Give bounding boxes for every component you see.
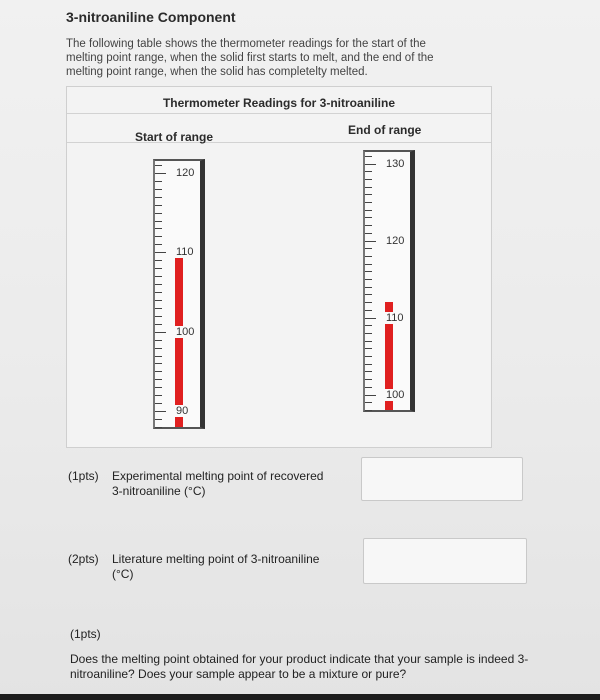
question-text: Experimental melting point of recovered xyxy=(112,469,324,483)
thermometer-tick xyxy=(155,340,162,341)
question-points: (2pts) xyxy=(68,552,99,566)
question-text-line2: 3-nitroaniline (°C) xyxy=(112,484,206,498)
thermometer-tick xyxy=(365,294,372,295)
thermometer-tick xyxy=(365,187,372,188)
thermometer-tick xyxy=(155,165,162,166)
thermometer-tick xyxy=(365,194,372,195)
start-of-range-header: Start of range xyxy=(135,130,214,144)
question-points: (1pts) xyxy=(70,627,101,641)
thermometer-tick xyxy=(365,364,372,365)
question-text-line2: (°C) xyxy=(112,567,134,581)
thermometer-tick xyxy=(155,427,162,428)
thermometer-tick xyxy=(155,268,162,269)
thermometer-tick xyxy=(365,164,376,165)
thermometer-tick xyxy=(365,179,372,180)
thermometer-tick xyxy=(155,332,166,333)
intro-text: The following table shows the thermometer readings for the start of the melting point range, when the solid first starts to melt, and the end of the melting point range, when the solid has completelty melted. xyxy=(66,38,434,78)
thermometer-tick xyxy=(365,371,372,372)
thermometer-label: 110 xyxy=(176,246,194,259)
thermometer-tick xyxy=(155,236,162,237)
literature-mp-input[interactable] xyxy=(363,538,527,584)
end-thermometer xyxy=(363,150,415,412)
thermometer-tick xyxy=(155,228,162,229)
thermometer-label: 130 xyxy=(386,157,405,170)
start-thermometer xyxy=(153,159,205,429)
thermometer-tick xyxy=(155,356,162,357)
thermometer-tick xyxy=(155,276,162,277)
thermometer-tick xyxy=(155,205,162,206)
thermometer-tick xyxy=(155,419,162,420)
thermometer-tick xyxy=(155,213,162,214)
thermometer-tick xyxy=(155,181,162,182)
thermometer-tick xyxy=(365,310,372,311)
thermometer-tick xyxy=(155,300,162,301)
thermometer-tick xyxy=(155,371,162,372)
question-literature-mp xyxy=(68,552,319,582)
thermometer-ticks xyxy=(155,161,165,427)
thermometer-tick xyxy=(365,333,372,334)
thermometer-tick xyxy=(155,292,162,293)
thermometer-tick xyxy=(365,279,372,280)
thermometer-tick xyxy=(365,402,372,403)
thermometer-tick xyxy=(155,348,162,349)
thermometer-tick xyxy=(155,244,162,245)
thermometer-tick xyxy=(155,252,166,253)
thermometer-tick xyxy=(365,395,376,396)
thermometer-tick xyxy=(365,241,376,242)
question-points: (1pts) xyxy=(68,469,99,483)
thermometer-tick xyxy=(365,156,372,157)
thermometer-tick xyxy=(155,284,162,285)
thermometer-tick xyxy=(155,379,162,380)
experimental-mp-input[interactable] xyxy=(361,457,523,501)
thermometer-tick xyxy=(365,410,372,411)
bottom-edge-bar xyxy=(0,694,600,700)
thermometer-tick xyxy=(155,411,166,412)
thermometer-tick xyxy=(365,287,372,288)
thermometer-label: 120 xyxy=(386,234,405,247)
thermometer-tick xyxy=(365,271,372,272)
thermometer-tick xyxy=(365,256,372,257)
thermometer-tick xyxy=(365,379,372,380)
thermometer-tick xyxy=(365,248,372,249)
thermometer-tick xyxy=(365,348,372,349)
thermometer-tick xyxy=(155,173,166,174)
thermometer-label: 120 xyxy=(176,166,195,179)
thermometer-table xyxy=(66,86,492,448)
thermometer-tick xyxy=(365,302,372,303)
thermometer-tick xyxy=(155,324,162,325)
thermometer-tick xyxy=(155,387,162,388)
thermometer-tick xyxy=(155,189,162,190)
thermometer-tick xyxy=(155,363,162,364)
thermometer-tick xyxy=(155,316,162,317)
thermometer-ticks xyxy=(365,152,375,410)
thermometer-tick xyxy=(365,225,372,226)
question-text: Does the melting point obtained for your product indicate that your sample is indeed 3-nitroaniline? Does your sample appear to be a mixture or pure? xyxy=(70,652,529,681)
header-divider xyxy=(67,113,491,114)
question-experimental-mp xyxy=(68,469,323,499)
thermometer-label: 110 xyxy=(386,311,404,324)
thermometer-tick xyxy=(155,403,162,404)
thermometer-label: 90 xyxy=(176,405,189,418)
thermometer-tick xyxy=(365,217,372,218)
thermometer-tick xyxy=(365,356,372,357)
thermometer-tick xyxy=(365,171,372,172)
header-divider-bottom xyxy=(67,142,491,143)
question-text: Literature melting point of 3-nitroaniline xyxy=(112,552,320,566)
thermometer-tick xyxy=(155,308,162,309)
thermometer-tick xyxy=(155,260,162,261)
section-title: 3-nitroaniline Component xyxy=(66,9,236,25)
thermometer-label: 100 xyxy=(176,325,195,338)
thermometer-label: 100 xyxy=(386,388,405,401)
thermometer-tick xyxy=(365,318,376,319)
thermometer-tick xyxy=(155,221,162,222)
thermometer-tick xyxy=(365,233,372,234)
table-title: Thermometer Readings for 3-nitroaniline xyxy=(162,96,396,110)
thermometer-tick xyxy=(365,264,372,265)
question-purity xyxy=(70,627,530,682)
thermometer-tick xyxy=(365,210,372,211)
thermometer-tick xyxy=(365,341,372,342)
thermometer-tick xyxy=(155,197,162,198)
thermometer-tick xyxy=(365,387,372,388)
thermometer-tick xyxy=(365,325,372,326)
end-of-range-header: End of range xyxy=(348,123,422,137)
thermometer-tick xyxy=(365,202,372,203)
thermometer-tick xyxy=(155,395,162,396)
